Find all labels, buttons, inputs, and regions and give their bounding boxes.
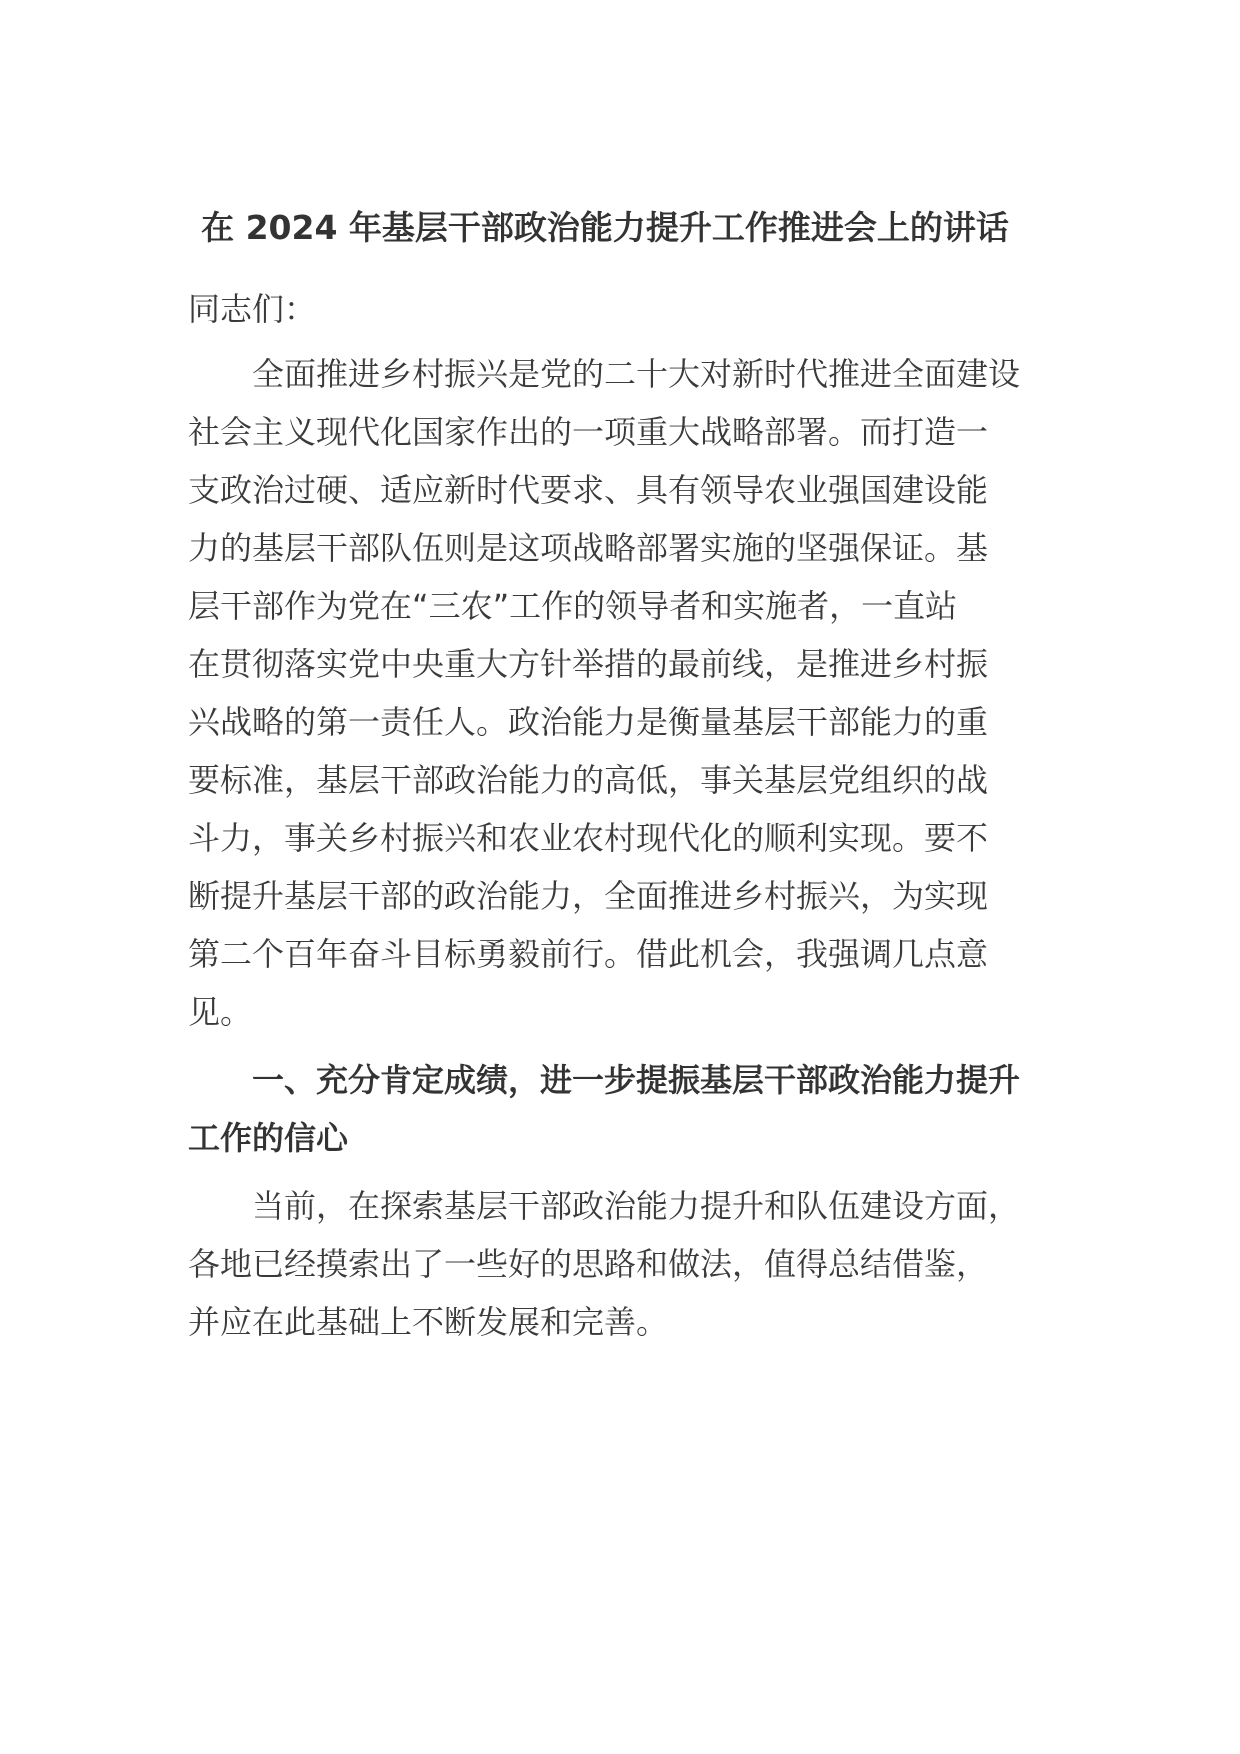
paragraph-1-line: 社会主义现代化国家作出的一项重大战略部署。而打造一 [188, 413, 989, 451]
paragraph-1-line: 力的基层干部队伍则是这项战略部署实施的坚强保证。基 [188, 529, 989, 567]
paragraph-2-line: 当前，在探索基层干部政治能力提升和队伍建设方面， [188, 1187, 1021, 1225]
paragraph-2-line: 并应在此基础上不断发展和完善。 [188, 1303, 669, 1341]
section-1-heading-line: 工作的信心 [188, 1119, 349, 1157]
paragraph-1-line: 第二个百年奋斗目标勇毅前行。借此机会，我强调几点意 [188, 935, 989, 973]
paragraph-1-line: 全面推进乡村振兴是党的二十大对新时代推进全面建设 [188, 355, 1021, 393]
paragraph-1-line: 断提升基层干部的政治能力，全面推进乡村振兴，为实现 [188, 877, 989, 915]
paragraph-1-line: 斗力，事关乡村振兴和农业农村现代化的顺利实现。要不 [188, 819, 989, 857]
paragraph-1-line: 兴战略的第一责任人。政治能力是衡量基层干部能力的重 [188, 703, 989, 741]
paragraph-1-line: 见。 [188, 993, 253, 1031]
paragraph-2-line: 各地已经摸索出了一些好的思路和做法，值得总结借鉴， [188, 1245, 989, 1283]
document-title: 在 2024 年基层干部政治能力提升工作推进会上的讲话 [201, 208, 1009, 247]
paragraph-1-line: 层干部作为党在“三农”工作的领导者和实施者，一直站 [188, 587, 958, 625]
paragraph-1-line: 在贯彻落实党中央重大方针举措的最前线，是推进乡村振 [188, 645, 989, 683]
paragraph-1-line: 支政治过硬、适应新时代要求、具有领导农业强国建设能 [188, 471, 989, 509]
section-1-heading-line: 一、充分肯定成绩，进一步提振基层干部政治能力提升 [188, 1061, 1021, 1099]
paragraph-1-line: 要标准，基层干部政治能力的高低，事关基层党组织的战 [188, 761, 989, 799]
salutation: 同志们： [188, 290, 317, 328]
